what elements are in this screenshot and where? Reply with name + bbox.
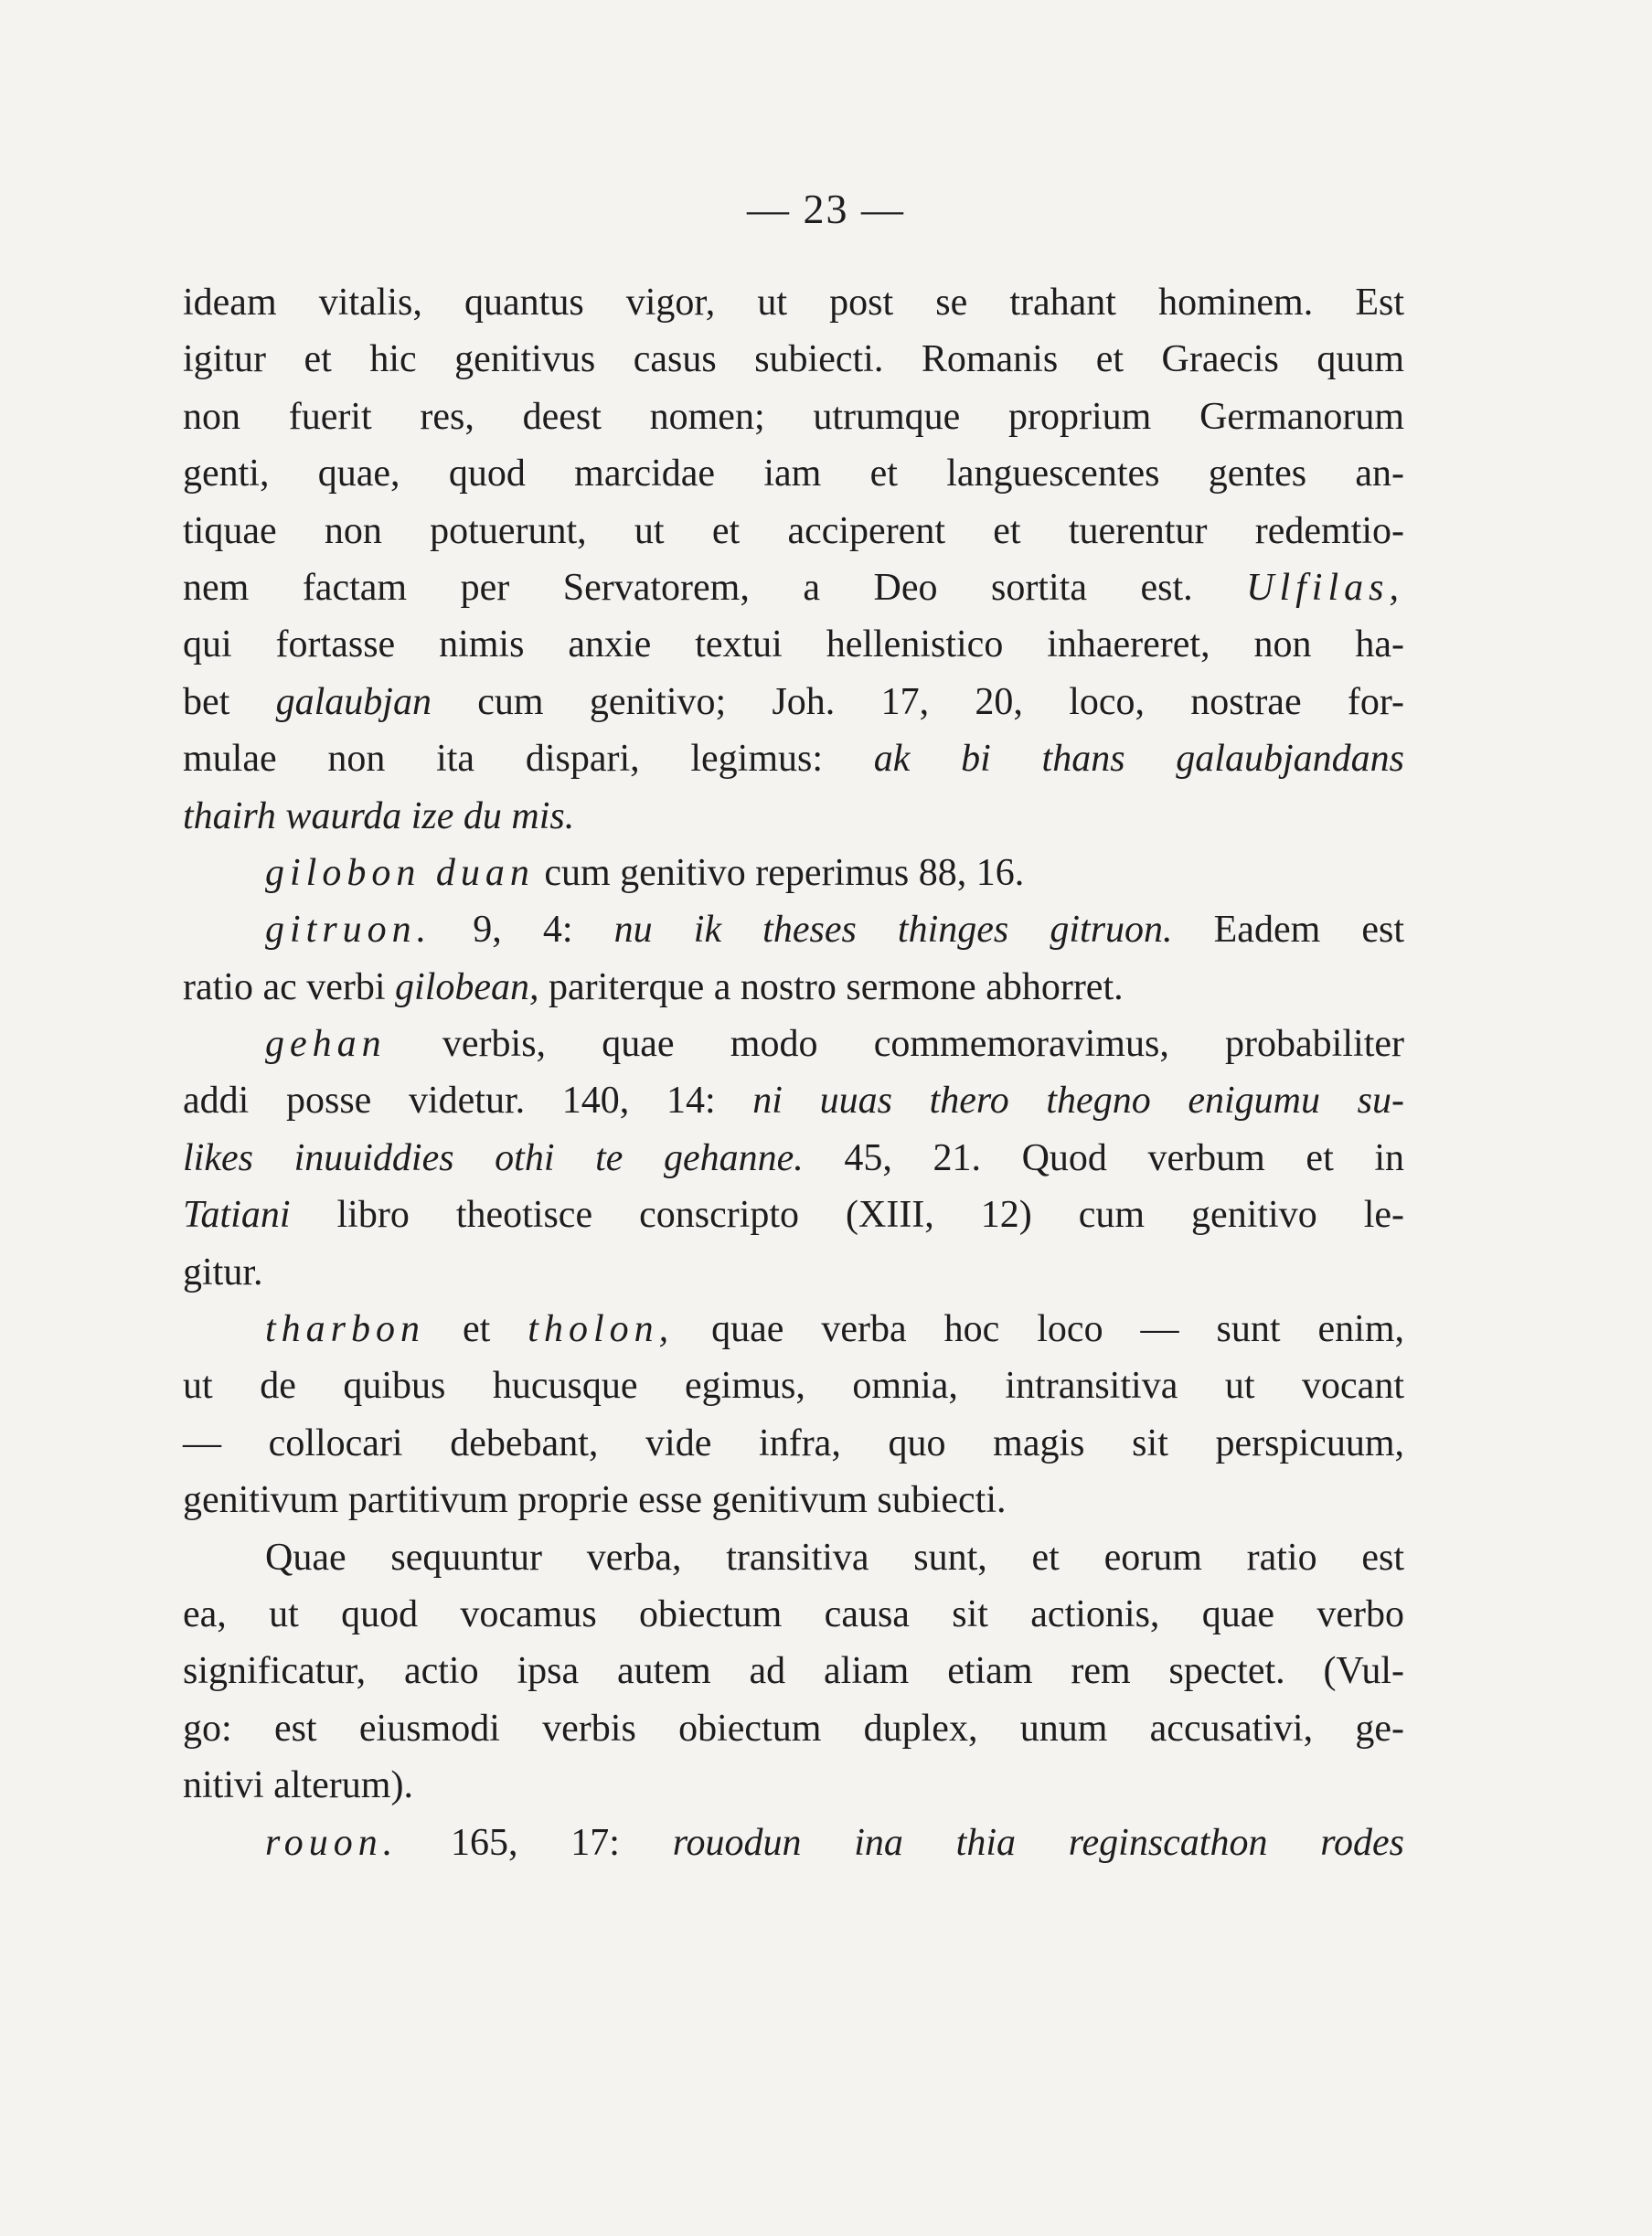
text-line (183, 1700, 1404, 1757)
text-line (183, 788, 1404, 845)
text-segment: genitivum partitivum proprie esse genitivum subiecti. (183, 1479, 1007, 1522)
text-segment: — collocari debebant, vide infra, quo magis sit perspicuum, (183, 1421, 1404, 1464)
text-line (183, 331, 1404, 388)
text-segment: nem factam per Servatorem, a Deo sortita est. (183, 566, 1247, 609)
italic-term: gilobon duan (265, 851, 535, 894)
page-number: — 23 — (747, 186, 905, 232)
text-segment: qui fortasse nimis anxie textui hellenistico inhaereret, non ha- (183, 623, 1404, 666)
text-segment: non fuerit res, deest nomen; utrumque proprium Germanorum (183, 395, 1404, 438)
italic-term: tharbon (265, 1308, 426, 1351)
text-line (183, 389, 1404, 445)
italic-term: galaubjan (275, 680, 432, 723)
text-segment: quae verba hoc loco — sunt enim, (674, 1308, 1405, 1351)
text-line (183, 1301, 1404, 1358)
text-segment: significatur, actio ipsa autem ad aliam etiam rem spectet. (Vul- (183, 1650, 1404, 1693)
text-segment: ideam vitalis, quantus vigor, ut post se trahant hominem. Est (183, 282, 1404, 324)
text-line (183, 1643, 1404, 1699)
text-line (183, 1472, 1404, 1528)
text-segment: tiquae non potuerunt, ut et acciperent et tuerentur redemtio- (183, 509, 1404, 552)
text-line (183, 901, 1404, 958)
text-line (183, 1757, 1404, 1814)
text-line (183, 1415, 1404, 1472)
text-segment: verbis, quae modo commemoravimus, probabiliter (386, 1023, 1404, 1066)
text-segment: 45, 21. Quod verbum et in (803, 1136, 1405, 1179)
text-segment: igitur et hic genitivus casus subiecti. Romanis et Graecis quum (183, 338, 1404, 381)
text-line (183, 959, 1404, 1016)
body-text (183, 274, 1404, 1871)
text-segment: go: est eiusmodi verbis obiectum duplex, unum accusativi, ge- (183, 1707, 1404, 1750)
italic-term: nu ik theses thinges gitruon. (613, 909, 1173, 952)
italic-term: rouodun ina thia reginscathon rodes (672, 1821, 1404, 1864)
italic-term: thairh waurda ize du mis. (183, 794, 575, 837)
text-segment: 165, 17: (398, 1821, 673, 1864)
text-line (183, 1358, 1404, 1414)
text-segment: ea, ut quod vocamus obiectum causa sit actionis, quae verbo (183, 1592, 1404, 1635)
italic-term: tholon, (528, 1308, 675, 1351)
text-line (183, 1187, 1404, 1243)
text-segment: ratio ac verbi (183, 965, 396, 1008)
text-segment: 9, 4: (432, 909, 614, 952)
text-segment: et (425, 1308, 528, 1351)
italic-term: ak bi thans galaubjandans (873, 738, 1404, 781)
text-line (183, 1586, 1404, 1643)
text-line (183, 503, 1404, 559)
text-segment: cum genitivo; Joh. 17, 20, loco, nostrae for- (431, 680, 1404, 723)
text-line (183, 274, 1404, 331)
text-line (183, 730, 1404, 787)
text-segment: Eadem est (1172, 909, 1405, 952)
text-segment: Quae sequuntur verba, transitiva sunt, et eorum ratio est (265, 1536, 1404, 1579)
text-segment: pariterque a nostro sermone abhorret. (538, 965, 1124, 1008)
italic-term: gilobean, (395, 965, 539, 1008)
italic-term: Ulfilas, (1246, 566, 1404, 609)
italic-term: gitruon. (265, 909, 432, 952)
text-line (183, 845, 1404, 901)
italic-term: rouon. (265, 1821, 399, 1864)
text-segment: addi posse videtur. 140, 14: (183, 1080, 753, 1123)
text-line (183, 559, 1404, 616)
text-segment: mulae non ita dispari, legimus: (183, 738, 874, 781)
text-segment: nitivi alterum). (183, 1764, 413, 1807)
text-segment: bet (183, 680, 276, 723)
text-segment: libro theotisce conscripto (XIII, 12) cum genitivo le- (290, 1194, 1404, 1237)
italic-term: likes inuuiddies othi te gehanne. (183, 1136, 804, 1179)
text-line (183, 1815, 1404, 1871)
italic-term: gehan (265, 1023, 387, 1066)
text-line (183, 1016, 1404, 1072)
text-line (183, 1529, 1404, 1586)
italic-term: Tatiani (183, 1194, 291, 1237)
text-segment: gitur. (183, 1251, 263, 1294)
text-line (183, 1072, 1404, 1129)
text-segment: cum genitivo reperimus 88, 16. (534, 851, 1025, 894)
text-line (183, 674, 1404, 730)
text-segment: genti, quae, quod marcidae iam et languescentes gentes an- (183, 453, 1404, 495)
text-line (183, 1244, 1404, 1301)
text-segment: ut de quibus hucusque egimus, omnia, intransitiva ut vocant (183, 1365, 1404, 1408)
text-line (183, 1130, 1404, 1187)
italic-term: ni uuas thero thegno enigumu su- (752, 1080, 1404, 1123)
text-line (183, 616, 1404, 673)
text-line (183, 445, 1404, 502)
